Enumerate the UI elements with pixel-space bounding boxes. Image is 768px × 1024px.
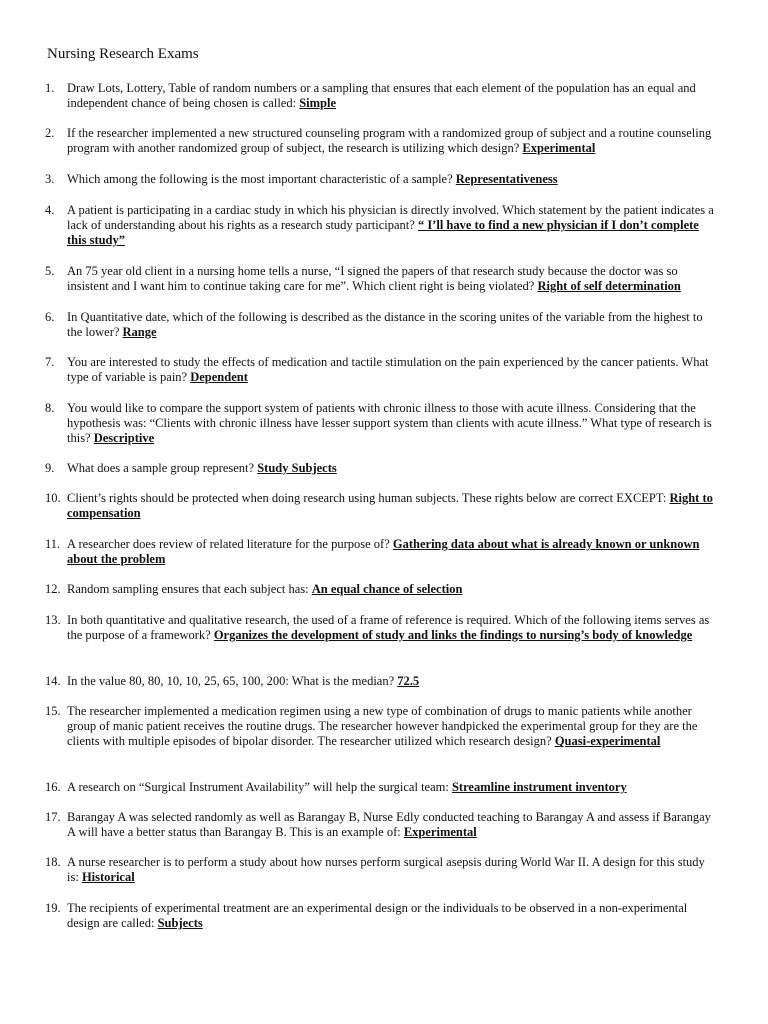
answer: Range: [122, 325, 157, 340]
question-text: [67, 355, 719, 385]
question-number: 7.: [45, 355, 55, 369]
answer: Streamline instrument inventory: [451, 780, 627, 794]
question-number: 9.: [45, 461, 55, 475]
question-text: [67, 401, 719, 447]
answer: Simple: [299, 96, 337, 111]
question-stem: A researcher does review of related literature for the purpose of?: [67, 537, 390, 551]
question-text: [67, 704, 719, 750]
question-text: [67, 582, 719, 597]
question-stem: You are interested to study the effects of medication and tactile stimulation on the pain experienced by the cancer patients. What type of variable is pain?: [67, 355, 709, 385]
question-number: 1.: [45, 81, 55, 95]
question-number: 16.: [45, 780, 61, 794]
question-number: 12.: [45, 582, 61, 596]
question-number: 18.: [45, 855, 61, 869]
question-text: [67, 264, 719, 294]
page-title: Nursing Research Exams: [47, 46, 199, 62]
answer: Dependent: [190, 370, 248, 385]
question-text: [67, 674, 719, 689]
answer: Study Subjects: [257, 461, 337, 475]
question-text: [67, 855, 719, 885]
question-text: [67, 901, 719, 931]
question-stem: Random sampling ensures that each subject has:: [67, 582, 309, 596]
question-stem: The recipients of experimental treatment are an experimental design or the individuals to be observed in a non-experimental design are called:: [67, 901, 688, 931]
answer: An equal chance of selection: [311, 582, 463, 596]
question-stem: A research on “Surgical Instrument Availability” will help the surgical team:: [67, 780, 449, 794]
question-number: 17.: [45, 810, 61, 824]
question-stem: In Quantitative date, which of the following is described as the distance in the scoring unites of the variable from the highest to the lower?: [67, 310, 703, 340]
question-text: [67, 780, 719, 795]
question-stem: A nurse researcher is to perform a study about how nurses perform surgical asepsis during World War II. A design for this study is:: [67, 855, 705, 885]
question-number: 2.: [45, 126, 55, 140]
question-number: 10.: [45, 491, 61, 505]
question-text: [67, 81, 719, 111]
question-stem: Draw Lots, Lottery, Table of random numbers or a sampling that ensures that each element of the population has an equal and independent chance of being chosen is called:: [67, 81, 696, 111]
question-number: 13.: [45, 613, 61, 627]
question-stem: In the value 80, 80, 10, 10, 25, 65, 100, 200: What is the median?: [67, 674, 395, 688]
question-stem: If the researcher implemented a new structured counseling program with a randomized group of subject and a routine counseling program with another randomized group of subject, the research is utilizing which design?: [67, 126, 712, 156]
question-stem: The researcher implemented a medication regimen using a new type of combination of drugs to manic patients while another group of manic patient receives the routine drugs. The researcher however handpicked the experimental group for they are the clients with multiple episodes of bipolar disorder. The researcher utilized which research design?: [67, 704, 698, 749]
answer: Descriptive: [93, 431, 155, 446]
answer: Quasi-experimental: [554, 734, 661, 749]
question-number: 19.: [45, 901, 61, 915]
question-text: [67, 203, 719, 249]
question-stem: An 75 year old client in a nursing home tells a nurse, “I signed the papers of that research study because the doctor was so insistent and I want him to continue taking care for me”. Which client right is being violated?: [67, 264, 678, 294]
question-number: 14.: [45, 674, 61, 688]
question-number: 6.: [45, 310, 55, 324]
answer: Right of self determination: [537, 279, 681, 294]
answer: Representativeness: [455, 172, 558, 186]
answer: Experimental: [403, 825, 477, 840]
question-number: 3.: [45, 172, 55, 186]
question-stem: In both quantitative and qualitative research, the used of a frame of reference is required. Which of the following items serves as the purpose of a framework?: [67, 613, 710, 643]
question-stem: Barangay A was selected randomly as well as Barangay B, Nurse Edly conducted teaching to Barangay A and assess if Barangay A will have a better status than Barangay B. This is an example of:: [67, 810, 711, 840]
question-text: [67, 310, 719, 340]
question-number: 5.: [45, 264, 55, 278]
answer: Subjects: [157, 916, 203, 931]
question-text: [67, 537, 719, 567]
question-text: [67, 126, 719, 156]
question-number: 4.: [45, 203, 55, 217]
answer: “ I’ll have to find a new physician if I don’t complete this study”: [67, 218, 699, 248]
answer: 72.5: [397, 674, 420, 688]
question-text: [67, 461, 719, 476]
question-stem: Client’s rights should be protected when doing research using human subjects. These rights below are correct EXCEPT:: [67, 491, 667, 505]
answer: Experimental: [522, 141, 596, 156]
question-number: 8.: [45, 401, 55, 415]
question-text: [67, 491, 719, 521]
answer: Right to compensation: [67, 491, 713, 521]
answer: Gathering data about what is already known or unknown about the problem: [67, 537, 700, 567]
question-stem: A patient is participating in a cardiac study in which his physician is directly involved. Which statement by the patient indicates a lack of understanding about his rights as a research study participant?: [67, 203, 714, 233]
question-stem: What does a sample group represent?: [67, 461, 255, 475]
question-text: [67, 613, 719, 643]
question-stem: Which among the following is the most important characteristic of a sample?: [67, 172, 453, 186]
answer: Organizes the development of study and links the findings to nursing’s body of knowledge: [213, 628, 693, 643]
answer: Historical: [81, 870, 135, 885]
question-number: 11.: [45, 537, 61, 551]
question-number: 15.: [45, 704, 61, 718]
question-text: [67, 810, 719, 840]
question-text: [67, 172, 719, 187]
question-stem: You would like to compare the support system of patients with chronic illness to those with acute illness. Considering that the hypothesis was: “Clients with chronic illness have lesser support system than clients with acute illness.” What type of research is this?: [67, 401, 712, 446]
